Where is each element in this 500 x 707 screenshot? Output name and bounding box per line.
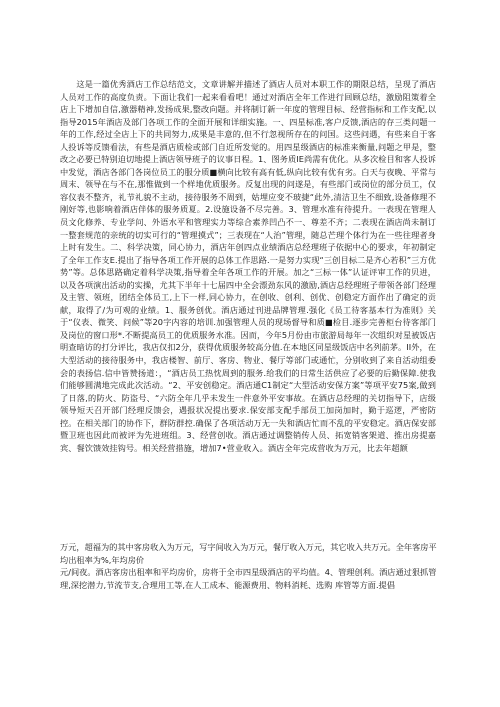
continuation-line: 元/间夜。酒店客房出租率和平均房价，房将于全市四星级酒店的平均值。4、管理创利。酒店通过狠抓管理,深挖潜力,节流节支,合理用工等,在人工成本、能源费用、物料消耗、选购 库管等方面.提倡 <box>60 567 437 590</box>
paragraph-continuation <box>60 541 440 591</box>
main-paragraph: 这是一篇优秀酒店工作总结范文，文章讲解并描述了酒店人员对本职工作的期限总结，呈现了酒店人员对工作的高度负责。下面让我们一起来看看吧！通过对酒店全年工作进行回顾总结，激励阻策着全店上下增加自信,激器精神,发扬成果,整改向题。并将制订新一年度的管理目标、经营指标和工作支配,以指导2015年酒店及部门各项工作的全面开展和详细实施。一、四星标准,客户反馈,酒店的存三类问题一年的工作,经过全店上下的共同努力,成果是丰意的,但不行忽视所存在的问国。这些问遇，有些来自于客人投诉等反馈看法，有些是酒店质检或部门自近所发觉的。用四星级酒店的标准来衡量,问题之甲是，整改之必要已特别迫切地提上酒店领导班子的议事日程。1、图务质IE尚需有优化。从多次检目和客人投诉中发觉，酒店各部门各岗位员工的服分质■横向比较有高有低,纵向比较有优有劣。白天与夜晚、平常与周末、领导在与不在,那惟做到一个样地优质服务。反复出现的问遂是，有些部门或岗位的部分员工，仅容仪表不整齐，礼节礼貌不主动，接待服务不周到，姑埋应变不玻捷“此外,清洁卫生不细致,设备修理不刚好等,也影响着酒店伴体的服务质夏。2.设施设备不尽完善。3、管理水准有待提升。一表现在管理人员文化修养、专业学问、外语水平和管理实力等综合素养凹凸不一、尊差不齐；二表现在酒店尚未制订一整套规范的亲统的切实可行的“管理摸式”；三表现在“人治”管理，随总芒理个体行为在一些往理者身上时有发生。二、科学决策，同心协力，酒店年创四点业绩酒店总经理班子依据中心的要求，年初制定了全年工作支E.提出了指导各项工作开展的总体工作思路.一是努力实现“三创目标二是齐心若积”三方优势”等。总体思路确定着科学决策,指导着全年各项工作的开展。加之“三标一体”认证评审工作的贝进，以及各项演出活动的实操，尤其下半年十七届四中全会漂劲东风的激励,酒店总经理班子带领各部门经理及主管、领班，团结全体员工,上下一样,同心协力，在创收、创利、创优、创稳定方面作出了确定的贡献，取得了/为可观的业绩。1、服务创优。酒店通过刊进品牌管理.强化《员工待客基本行为准则》关于“仪表、微笑、问候”等20字内容的培训.加强管理人员的现场督导和质■检目.逐步完善柜台待客部门及岗位的窗口形*.不断提高员工的优质服务水准。因而，今年5月份由市旅游局每年一次组织对星被饭店明查暗访的打分评比，我店仅扣2分，获得优质服务较高分值.在本地区同星级饭店中名列前茅。II外，在大型活动的接待服务中，我店楼智、前厅、客房、物业、餐厅等部门或通忙，分别收到了来自活动组委会的表扬信.信中皆赞扬道：，“酒店员工热忱周到的服务.给我们的日常生活供应了必要的后勤保障.使我们能够圆满地完成此次活动。“2、平安创稳定。酒店通C1制定“大型活动安保方案”等项平安75案,做到了日落,的防火、防盗号、“六防全年几乎未发生一件意外平安事故。在酒店总经理的关切指导下，店级领导短天召开部门经理反馈会，遇报状况提出要求.保安部支配手部员工加岗加时，勤于巡逻，严密防控。在相关部门的协作下，群防群控.确保了各项活动万无一失和酒店忙而不乱的平安稳定。酒店保安部暨卫班也因此而被评为先进班组。3、经营创收。酒店通过调整销传人员、拓宽销客架道、推出房提嘉宾、餐饮馈效挂钩号。相关经营措施，增加7•营业收入。酒店全年完成营收为万元，比去年超额 <box>60 79 436 453</box>
continuation-line: 万元，超福为的其中客房收入为万元，写字间收入为万元，餐厅收入万元，其它收入共万元。全年客房平均出租率为%,年均房价 <box>60 542 437 565</box>
